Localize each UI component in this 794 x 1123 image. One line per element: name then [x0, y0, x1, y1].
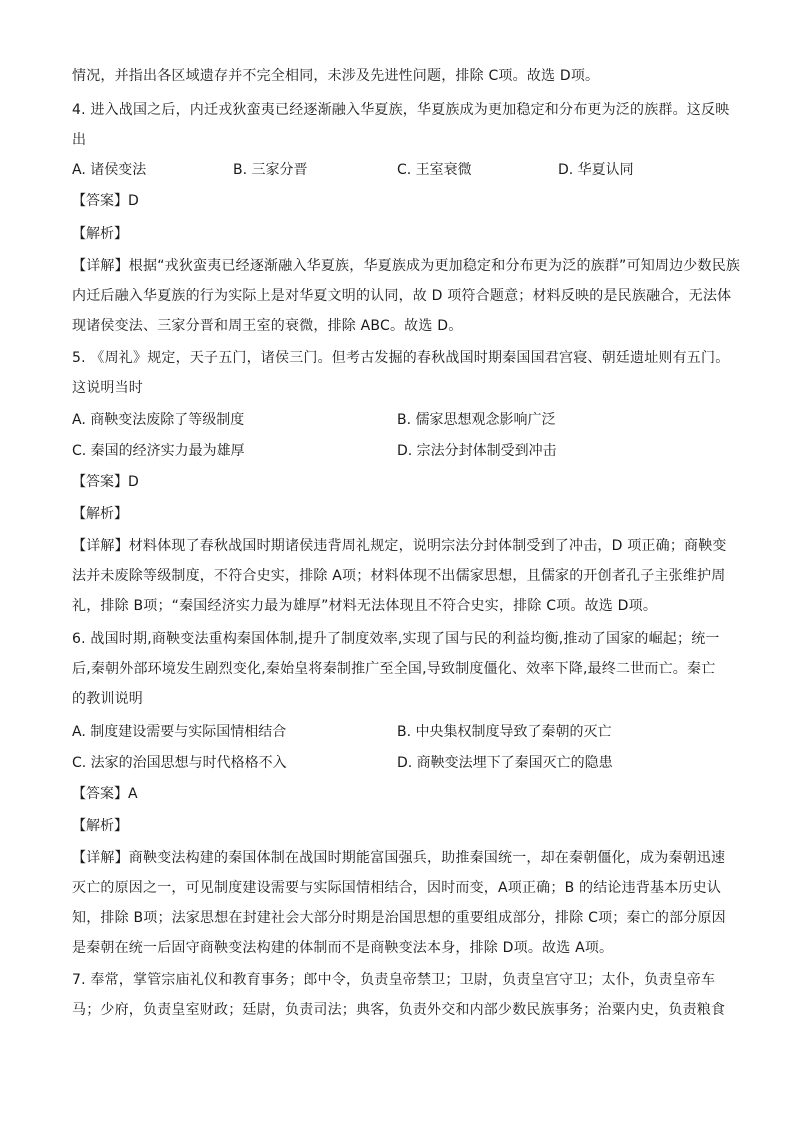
q5-stem-line-2: 这说明当时 [72, 380, 143, 396]
q5-option-a: A. 商鞅变法废除了等级制度 [72, 412, 245, 428]
q4-answer: 【答案】D [72, 193, 139, 209]
q7-stem-line-1: 7. 奉常，掌管宗庙礼仪和教育事务；郎中令，负责皇帝禁卫；卫尉，负责皇宫守卫；太仆，负责皇帝车 [72, 972, 716, 988]
q5-option-c: C. 秦国的经济实力最为雄厚 [72, 443, 245, 459]
q5-option-b: B. 儒家思想观念影响广泛 [397, 412, 556, 428]
q4-analysis-label: 【解析】 [72, 226, 128, 242]
q3-analysis-tail: 情况，并指出各区域遗存并不完全相同，未涉及先进性问题，排除 C项。故选 D项。 [72, 68, 600, 84]
q5-detail-line-3: 礼，排除 B项；“秦国经济实力最为雄厚”材料无法体现且不符合史实，排除 C项。故选 D项。 [72, 598, 658, 614]
q6-stem-line-1: 6. 战国时期,商鞅变法重构秦国体制,提升了制度效率,实现了国与民的利益均衡,推动了国家的崛起；统一 [72, 631, 720, 647]
q6-answer: 【答案】A [72, 786, 138, 802]
q4-detail-line-2: 内迁后融入华夏族的行为实际上是对华夏文明的认同，故 D 项符合题意；材料反映的是民族融合，无法体 [72, 288, 732, 304]
q5-option-d: D. 宗法分封体制受到冲击 [397, 443, 557, 459]
q5-stem-line-1: 5. 《周礼》规定，天子五门，诸侯三门。但考古发掘的春秋战国时期秦国国君宫寝、朝廷遗址则有五门。 [72, 350, 730, 366]
q5-detail-line-2: 法并未废除等级制度，不符合史实，排除 A项；材料体现不出儒家思想，且儒家的开创者孔子主张维护周 [72, 568, 726, 584]
q4-detail-line-1: 【详解】根据“戎狄蛮夷已经逐渐融入华夏族，华夏族成为更加稳定和分布更为泛的族群”可知周边少数民族 [72, 258, 741, 274]
q6-detail-line-4: 是秦朝在统一后固守商鞅变法构建的体制而不是商鞅变法本身，排除 D项。故选 A项。 [72, 940, 614, 956]
q6-detail-line-1: 【详解】商鞅变法构建的秦国体制在战国时期能富国强兵，助推秦国统一，却在秦朝僵化，成为秦朝迅速 [72, 850, 726, 866]
q5-analysis-label: 【解析】 [72, 506, 128, 522]
q7-stem-line-2: 马；少府，负责皇室财政；廷尉，负责司法；典客，负责外交和内部少数民族事务；治粟内史，负责粮食 [72, 1002, 726, 1018]
q6-option-b: B. 中央集权制度导致了秦朝的灭亡 [397, 724, 612, 740]
q4-stem-line-2: 出 [72, 132, 87, 148]
q5-answer: 【答案】D [72, 474, 139, 490]
q4-option-a: A. 诸侯变法 [72, 162, 147, 178]
q6-detail-line-2: 灭亡的原因之一，可见制度建设需要与实际国情相结合，因时而变，A项正确；B 的结论违背基本历史认 [72, 880, 722, 896]
q4-option-d: D. 华夏认同 [558, 162, 634, 178]
q4-stem-line-1: 4. 进入战国之后，内迁戎狄蛮夷已经逐渐融入华夏族，华夏族成为更加稳定和分布更为泛的族群。这反映 [72, 102, 730, 118]
q6-stem-line-3: 的教训说明 [72, 691, 143, 707]
q6-stem-line-2: 后,秦朝外部环境发生剧烈变化,秦始皇将秦制推广至全国,导致制度僵化、效率下降,最终二世而亡。秦亡 [72, 661, 716, 677]
q6-option-a: A. 制度建设需要与实际国情相结合 [72, 724, 287, 740]
q6-detail-line-3: 知，排除 B项；法家思想在封建社会大部分时期是治国思想的重要组成部分，排除 C项；秦亡的部分原因 [72, 910, 726, 926]
q6-option-c: C. 法家的治国思想与时代格格不入 [72, 755, 287, 771]
q6-analysis-label: 【解析】 [72, 818, 128, 834]
q6-option-d: D. 商鞅变法埋下了秦国灭亡的隐患 [397, 755, 613, 771]
q4-detail-line-3: 现诸侯变法、三家分晋和周王室的衰微，排除 ABC。故选 D。 [72, 318, 463, 334]
q4-option-c: C. 王室衰微 [397, 162, 472, 178]
q5-detail-line-1: 【详解】材料体现了春秋战国时期诸侯违背周礼规定，说明宗法分封体制受到了冲击，D 项正确；商鞅变 [72, 538, 727, 554]
q4-option-b: B. 三家分晋 [233, 162, 308, 178]
